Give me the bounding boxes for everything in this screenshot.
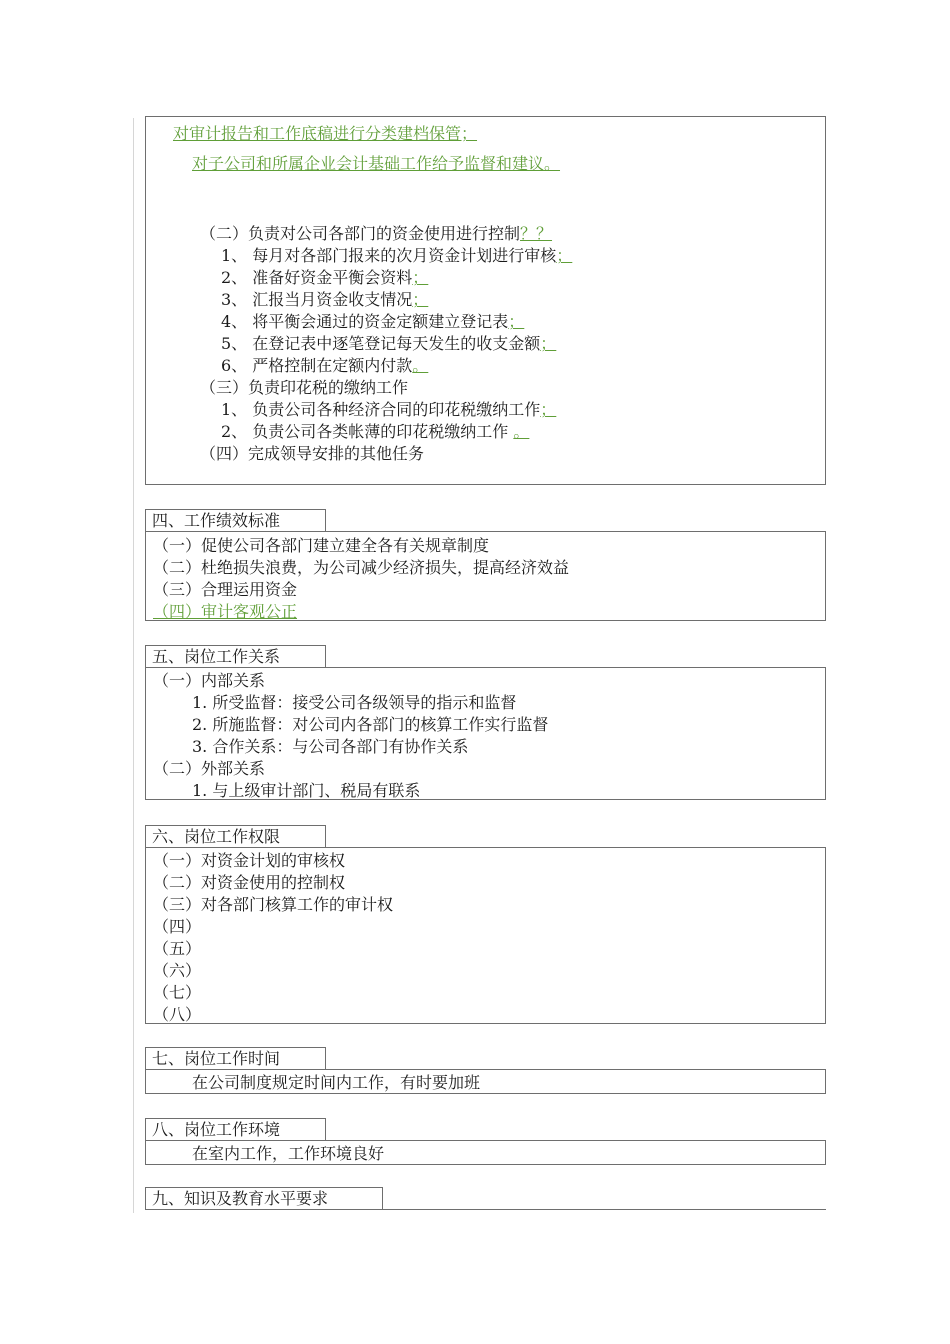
section4-item-4: （四）审计客观公正	[153, 602, 298, 621]
sec2-item-3: 3、 汇报当月资金收支情况；	[221, 290, 429, 309]
sec4-heading: （四）完成领导安排的其他任务	[200, 444, 425, 463]
section4-title: 四、工作绩效标准	[145, 509, 326, 532]
section5-title: 五、岗位工作关系	[145, 645, 326, 668]
section5-external: （二）外部关系	[153, 759, 266, 778]
duty-item-supervise: 对子公司和所属企业会计基础工作给予监督和建议。	[192, 154, 561, 173]
section8-title: 八、岗位工作环境	[145, 1118, 326, 1141]
section6-item-6: （六）	[153, 961, 202, 980]
section9-title: 九、知识及教育水平要求	[145, 1187, 383, 1210]
section7-title: 七、岗位工作时间	[145, 1047, 326, 1070]
section8-text: 在室内工作，工作环境良好	[192, 1144, 385, 1163]
section5-internal-1: 1. 所受监督：接受公司各级领导的指示和监督	[192, 693, 517, 712]
bullet-glyph-empty	[153, 174, 171, 193]
section5-internal-2: 2. 所施监督：对公司内各部门的核算工作实行监督	[192, 715, 549, 734]
section7-text: 在公司制度规定时间内工作，有时要加班	[192, 1073, 481, 1092]
sec2-item-1: 1、 每月对各部门报来的次月资金计划进行审核；	[221, 246, 573, 265]
section6-item-2: （二）对资金使用的控制权	[153, 873, 346, 892]
page-margin-line	[133, 118, 134, 1213]
section4-item-1: （一）促使公司各部门建立建全各有关规章制度	[153, 536, 490, 555]
section9-rule	[145, 1209, 826, 1210]
section6-item-1: （一）对资金计划的审核权	[153, 851, 346, 870]
sec2-item-4: 4、 将平衡会通过的资金定额建立登记表；	[221, 312, 525, 331]
sec3-item-1: 1、 负责公司各种经济合同的印花税缴纳工作；	[221, 400, 557, 419]
section6-item-7: （七）	[153, 983, 202, 1002]
section6-title: 六、岗位工作权限	[145, 825, 326, 848]
sec2-heading: （二）负责对公司各部门的资金使用进行控制？？	[200, 224, 553, 243]
sec3-heading: （三）负责印花税的缴纳工作	[200, 378, 409, 397]
section6-item-3: （三）对各部门核算工作的审计权	[153, 895, 394, 914]
section6-item-5: （五）	[153, 939, 202, 958]
section5-internal: （一）内部关系	[153, 671, 266, 690]
section5-external-1: 1. 与上级审计部门、税局有联系	[192, 781, 421, 800]
section6-item-8: （八）	[153, 1005, 202, 1024]
duty-item-archive: 对审计报告和工作底稿进行分类建档保管；	[173, 124, 478, 143]
sec2-item-2: 2、 准备好资金平衡会资料；	[221, 268, 429, 287]
section6-item-4: （四）	[153, 917, 202, 936]
section5-internal-3: 3. 合作关系：与公司各部门有协作关系	[192, 737, 469, 756]
sec3-item-2: 2、 负责公司各类帐薄的印花税缴纳工作 。	[221, 422, 530, 441]
section4-item-2: （二）杜绝损失浪费，为公司减少经济损失，提高经济效益	[153, 558, 570, 577]
section4-item-3: （三）合理运用资金	[153, 580, 298, 599]
sec2-item-6: 6、 严格控制在定额内付款。	[221, 356, 429, 375]
sec2-item-5: 5、 在登记表中逐笔登记每天发生的收支金额；	[221, 334, 557, 353]
